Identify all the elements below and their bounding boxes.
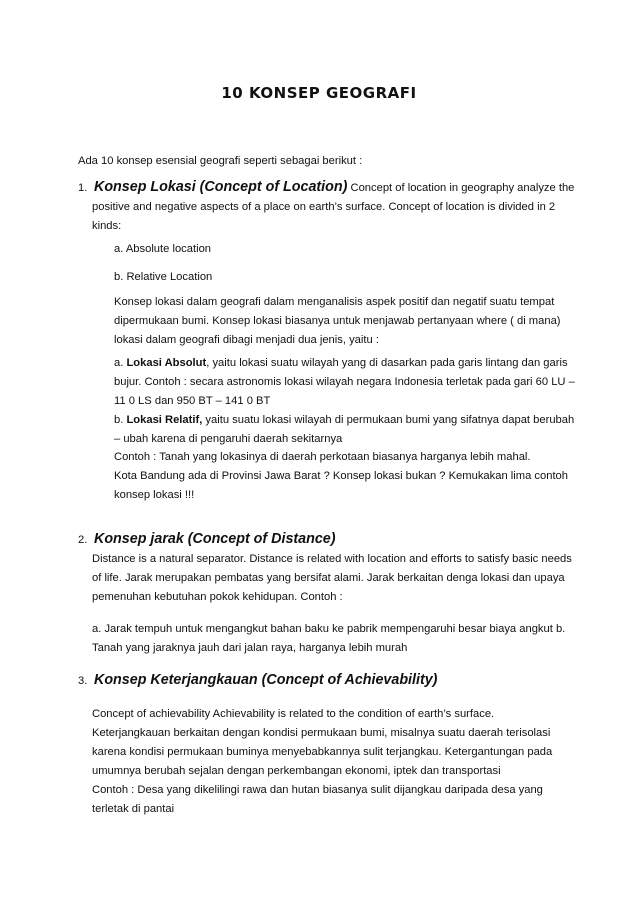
section-heading: Konsep Keterjangkauan (Concept of Achievability) [94,672,438,688]
paragraph-line: karena kondisi permukaan buminya menyebabkannya sulit terjangkau. Ketergantungan pada [92,746,553,758]
option-a: a. Absolute location [114,243,212,255]
location-paragraph [114,293,614,350]
paragraph-line [114,354,614,373]
paragraph-line: terletak di pantai [92,803,175,815]
section-3-heading-line [78,671,578,691]
section-distance [78,530,578,654]
paragraph-line: – ubah karena di pengaruhi daerah sekitarnya [114,433,343,445]
section-heading: Konsep jarak (Concept of Distance) [94,531,336,547]
paragraph-line: Tanah yang jaraknya jauh dari jalan raya, harganya lebih murah [92,642,408,654]
section-location [78,178,578,501]
section-number: 1. [78,182,88,194]
paragraph-line: umumnya berubah sejalan dengan perkembangan ekonomi, iptek dan transportasi [92,765,501,777]
absolute-relative-paragraph [114,354,614,449]
section-heading: Konsep Lokasi (Concept of Location) [94,179,348,195]
paragraph-line: positive and negative aspects of a place on earth’s surface. Concept of location is divided in 2 [92,201,556,213]
paragraph-line: konsep lokasi !!! [114,489,195,501]
distance-example [92,620,592,658]
section-number: 3. [78,675,88,687]
paragraph-line: bujur. Contoh : secara astronomis lokasi wilayah negara Indonesia terletak pada gari 60 LU – [114,376,575,388]
paragraph-line: Distance is a natural separator. Distance is related with location and efforts to satisfy basic needs [92,553,572,565]
paragraph-line: Contoh : Tanah yang lokasinya di daerah perkotaan biasanya harganya lebih mahal. [114,451,531,463]
location-example [114,448,614,505]
intro-text: Ada 10 konsep esensial geografi seperti sebagai berikut : [78,155,363,167]
section-number: 2. [78,534,88,546]
paragraph-line: lokasi dalam geografi dibagi menjadi dua jenis, yaitu : [114,334,379,346]
paragraph-line: a. Jarak tempuh untuk mengangkut bahan baku ke pabrik mempengaruhi besar biaya angkut b. [92,623,566,635]
achievability-paragraph [92,705,592,819]
paragraph-line: Contoh : Desa yang dikelilingi rawa dan hutan biasanya sulit dijangkau daripada desa yang [92,784,543,796]
section-achievability [78,671,578,815]
paragraph-line [114,411,614,430]
list-prefix: b. [114,414,127,426]
paragraph-line: Kota Bandung ada di Provinsi Jawa Barat ? Konsep lokasi bukan ? Kemukakan lima contoh [114,470,568,482]
section-1-heading-line [78,178,578,198]
paragraph-line: Concept of achievability Achievability is related to the condition of earth’s surface. [92,708,495,720]
paragraph-line: of life. Jarak merupakan pembatas yang bersifat alami. Jarak berkaitan denga lokasi dan upaya [92,572,565,584]
list-prefix: a. [114,357,127,369]
term-definition: , yaitu lokasi suatu wilayah yang di dasarkan pada garis lintang dan garis [206,357,568,369]
heading-tail-text: Concept of location in geography analyze the [347,182,575,194]
page-title: 10 KONSEP GEOGRAFI [221,84,417,102]
paragraph-line: pemenuhan kebutuhan pokok kehidupan. Contoh : [92,591,343,603]
paragraph-line: dipermukaan bumi. Konsep lokasi biasanya untuk menjawab pertanyaan where ( di mana) [114,315,561,327]
option-b: b. Relative Location [114,271,213,283]
paragraph-line: kinds: [92,220,122,232]
term-definition: yaitu suatu lokasi wilayah di permukaan bumi yang sifatnya dapat berubah [202,414,575,426]
paragraph-line: 11 0 LS dan 950 BT – 141 0 BT [114,395,271,407]
bold-term: Lokasi Relatif, [126,414,203,426]
paragraph-line: Keterjangkauan berkaitan dengan kondisi permukaan bumi, misalnya suatu daerah terisolasi [92,727,551,739]
paragraph-line: Konsep lokasi dalam geografi dalam menganalisis aspek positif dan negatif suatu tempat [114,296,555,308]
section-2-heading-line [78,530,578,550]
bold-term: Lokasi Absolut [126,357,207,369]
